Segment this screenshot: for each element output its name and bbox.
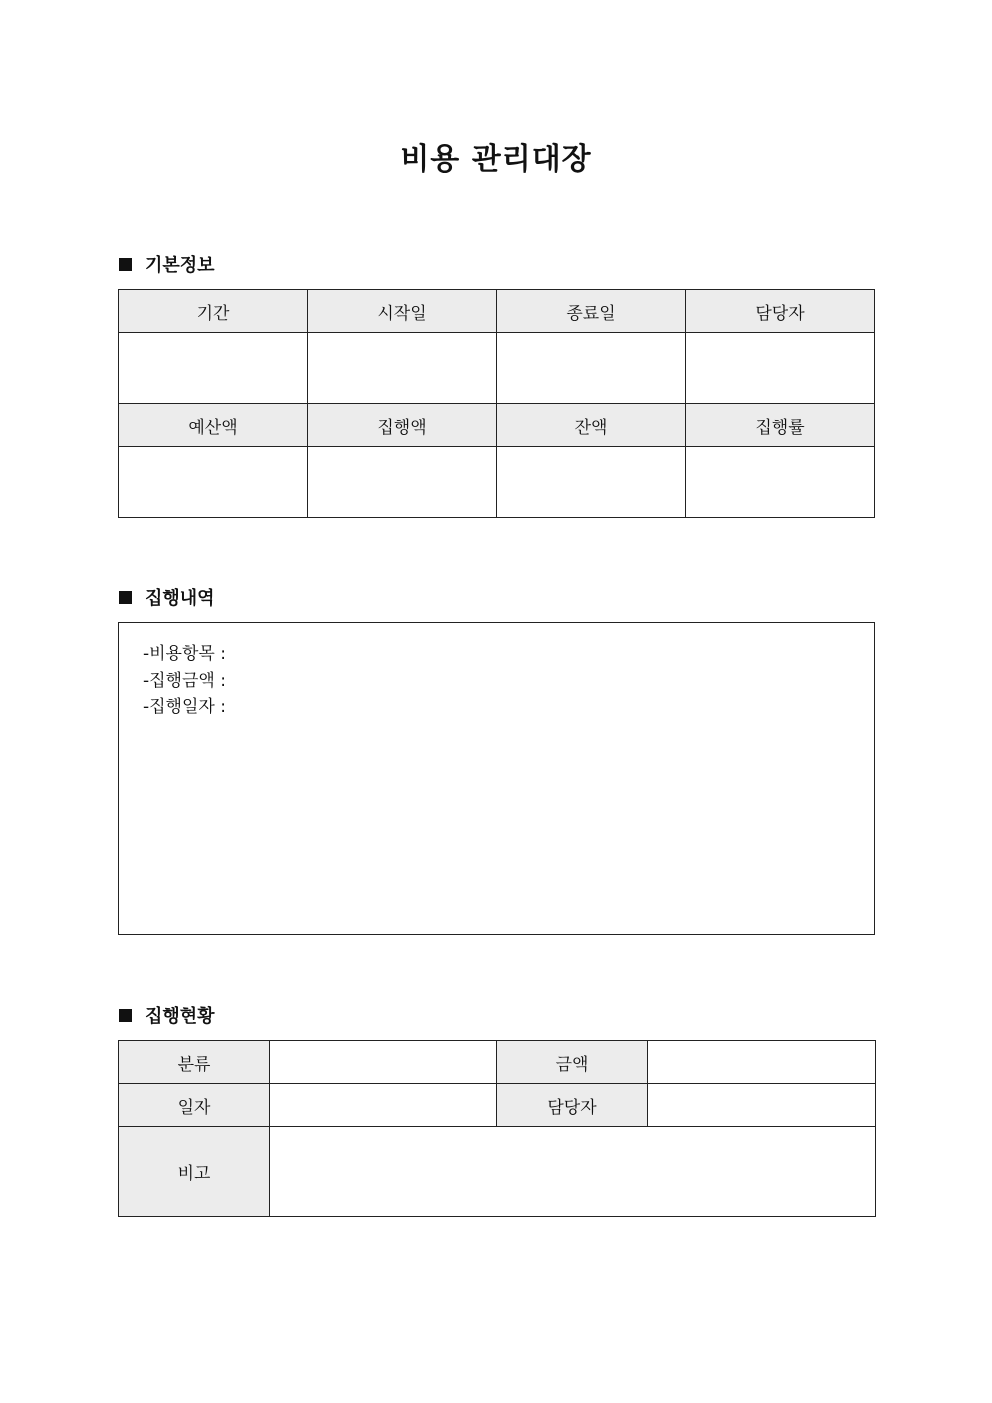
amount-field[interactable]: [648, 1041, 876, 1084]
square-bullet-icon: [119, 591, 132, 604]
category-label: 분류: [119, 1041, 270, 1084]
date-field[interactable]: [270, 1084, 497, 1127]
square-bullet-icon: [119, 258, 132, 271]
execution-status-table: [118, 1040, 876, 1217]
square-bullet-icon: [119, 1009, 132, 1022]
end-date-field[interactable]: [497, 333, 686, 404]
executed-amount-field[interactable]: [308, 447, 497, 518]
basic-info-heading: [119, 252, 215, 276]
amount-label: 금액: [497, 1041, 648, 1084]
header-end-date: 종료일: [497, 290, 686, 333]
remarks-label: 비고: [119, 1127, 270, 1217]
execution-details-box[interactable]: [118, 622, 875, 935]
basic-info-table: [118, 289, 875, 518]
execution-amount-line: -집행금액 :: [143, 670, 226, 691]
execution-status-heading: [119, 1003, 215, 1027]
cost-item-line: -비용항목 :: [143, 644, 226, 664]
period-field[interactable]: [119, 333, 308, 404]
header-executed-amount: 집행액: [308, 404, 497, 447]
category-field[interactable]: [270, 1041, 497, 1084]
start-date-field[interactable]: [308, 333, 497, 404]
basic-info-heading-label: 기본정보: [145, 255, 215, 276]
execution-details-heading: [119, 585, 215, 609]
execution-details-heading-label: 집행내역: [145, 588, 215, 609]
balance-field[interactable]: [497, 447, 686, 518]
status-manager-field[interactable]: [648, 1084, 876, 1127]
header-balance: 잔액: [497, 404, 686, 447]
execution-rate-field[interactable]: [686, 447, 875, 518]
manager-field[interactable]: [686, 333, 875, 404]
header-start-date: 시작일: [308, 290, 497, 333]
manager-label: 담당자: [497, 1084, 648, 1127]
execution-date-line: -집행일자 :: [143, 697, 226, 717]
execution-status-heading-label: 집행현황: [145, 1006, 215, 1027]
header-budget: 예산액: [119, 404, 308, 447]
date-label: 일자: [119, 1084, 270, 1127]
remarks-field[interactable]: [270, 1127, 876, 1217]
header-execution-rate: 집행률: [686, 404, 875, 447]
budget-field[interactable]: [119, 447, 308, 518]
header-manager: 담당자: [686, 290, 875, 333]
header-period: 기간: [119, 290, 308, 333]
page-title: 비용 관리대장: [400, 142, 592, 177]
